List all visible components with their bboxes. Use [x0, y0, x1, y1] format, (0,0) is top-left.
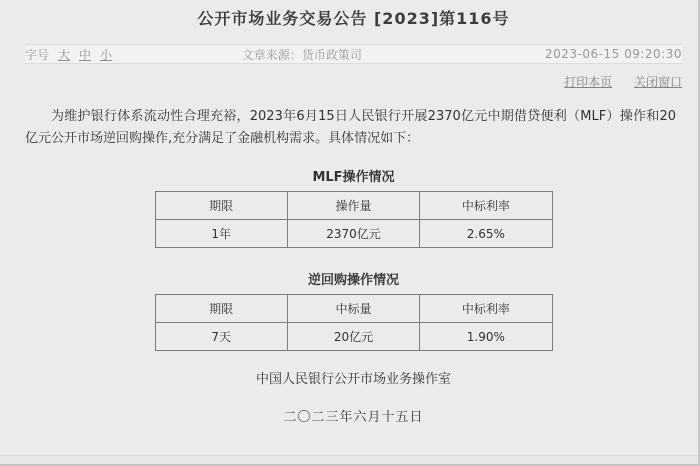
close-window-link[interactable]: 关闭窗口: [633, 75, 682, 89]
mlf-volume-value: 2370亿元: [287, 220, 419, 248]
reverse-repo-table-data-row: [155, 323, 552, 351]
font-size-medium-link[interactable]: 中: [79, 47, 92, 62]
repo-term-value: 7天: [155, 323, 287, 351]
mlf-table: [155, 191, 553, 248]
mlf-table-title: MLF操作情况: [312, 170, 395, 185]
font-size-controls: [25, 46, 242, 63]
reverse-repo-section: [25, 269, 682, 351]
top-action-links: [25, 73, 682, 89]
repo-rate-value: 1.90%: [420, 323, 552, 351]
source-value: 货币政策司: [301, 47, 362, 62]
font-size-large-link[interactable]: 大: [58, 47, 71, 62]
source-label: 文章来源：: [241, 47, 302, 62]
mlf-section: [25, 166, 682, 248]
mlf-term-value: 1年: [155, 220, 287, 248]
repo-col-rate: 中标利率: [420, 295, 552, 323]
reverse-repo-table-header-row: [155, 295, 552, 323]
font-size-label: 字号: [25, 47, 50, 62]
mlf-col-rate: 中标利率: [420, 192, 552, 220]
page-title: 公开市场业务交易公告 [2023]第116号: [197, 9, 510, 28]
mlf-table-data-row: [155, 220, 552, 248]
print-page-link[interactable]: 打印本页: [564, 75, 613, 89]
mlf-table-header-row: [155, 192, 552, 220]
window-bottom-edge: [0, 455, 698, 464]
announcement-body-text: 为维护银行体系流动性合理充裕，2023年6月15日人民银行开展2370亿元中期借贷便利（MLF）操作和20亿元公开市场逆回购操作,充分满足了金融机构需求。具体情况如下：: [25, 109, 676, 146]
meta-bar: [25, 44, 682, 64]
font-size-small-link[interactable]: 小: [100, 47, 113, 62]
mlf-col-volume: 操作量: [287, 192, 419, 220]
signature-date: 二〇二三年六月十五日: [283, 410, 424, 425]
repo-col-term: 期限: [155, 295, 287, 323]
article-source: [242, 46, 465, 63]
repo-col-volume: 中标量: [287, 295, 419, 323]
reverse-repo-table-title: 逆回购操作情况: [307, 273, 399, 288]
mlf-col-term: 期限: [155, 192, 287, 220]
reverse-repo-table: [155, 294, 553, 351]
repo-volume-value: 20亿元: [287, 323, 419, 351]
mlf-rate-value: 2.65%: [420, 220, 552, 248]
publish-timestamp: 2023-06-15 09:20:30: [545, 47, 682, 61]
signature-organization: 中国人民银行公开市场业务操作室: [255, 372, 451, 387]
